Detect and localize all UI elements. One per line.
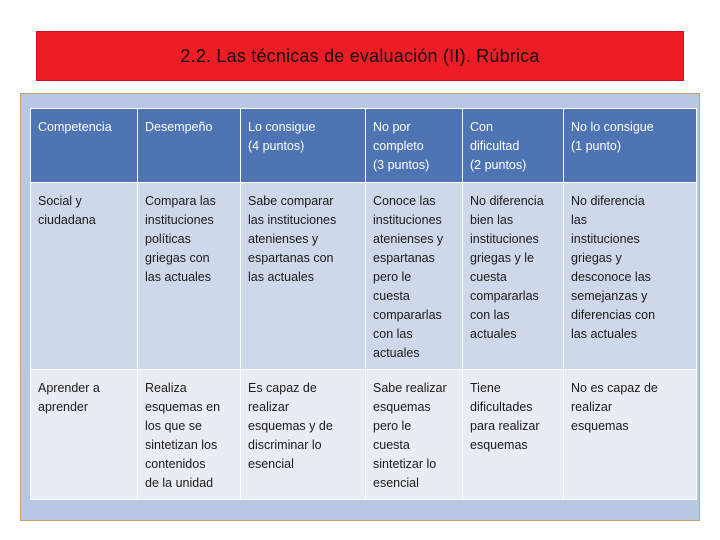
table-cell: Social y ciudadana — [31, 183, 138, 370]
rubric-table — [30, 108, 697, 500]
table-cell: Realiza esquemas en los que se sintetizan los contenidos de la unidad — [138, 370, 241, 500]
table-header-row — [31, 109, 697, 183]
table-row — [31, 370, 697, 500]
table-cell: Conoce las instituciones atenienses y espartanas pero le cuesta compararlas con las actuales — [366, 183, 463, 370]
table-cell: Compara las instituciones políticas griegas con las actuales — [138, 183, 241, 370]
table-row — [31, 183, 697, 370]
header-con-dificultad: Con dificultad (2 puntos) — [463, 109, 564, 183]
header-no-por-completo: No por completo (3 puntos) — [366, 109, 463, 183]
table-cell: Aprender a aprender — [31, 370, 138, 500]
table-cell: Sabe comparar las instituciones atenienses y espartanas con las actuales — [241, 183, 366, 370]
table-cell: Tiene dificultades para realizar esquemas — [463, 370, 564, 500]
table-cell: No diferencia las instituciones griegas y desconoce las semejanzas y diferencias con las actuales — [564, 183, 697, 370]
table-cell: Sabe realizar esquemas pero le cuesta sintetizar lo esencial — [366, 370, 463, 500]
table-cell: No diferencia bien las instituciones griegas y le cuesta compararlas con las actuales — [463, 183, 564, 370]
slide-title: 2.2. Las técnicas de evaluación (II). Rúbrica — [180, 45, 540, 66]
header-lo-consigue: Lo consigue (4 puntos) — [241, 109, 366, 183]
table-cell: Es capaz de realizar esquemas y de discriminar lo esencial — [241, 370, 366, 500]
header-no-lo-consigue: No lo consigue (1 punto) — [564, 109, 697, 183]
header-desempeno: Desempeño — [138, 109, 241, 183]
title-banner — [36, 31, 684, 81]
table-cell: No es capaz de realizar esquemas — [564, 370, 697, 500]
header-competencia: Competencia — [31, 109, 138, 183]
